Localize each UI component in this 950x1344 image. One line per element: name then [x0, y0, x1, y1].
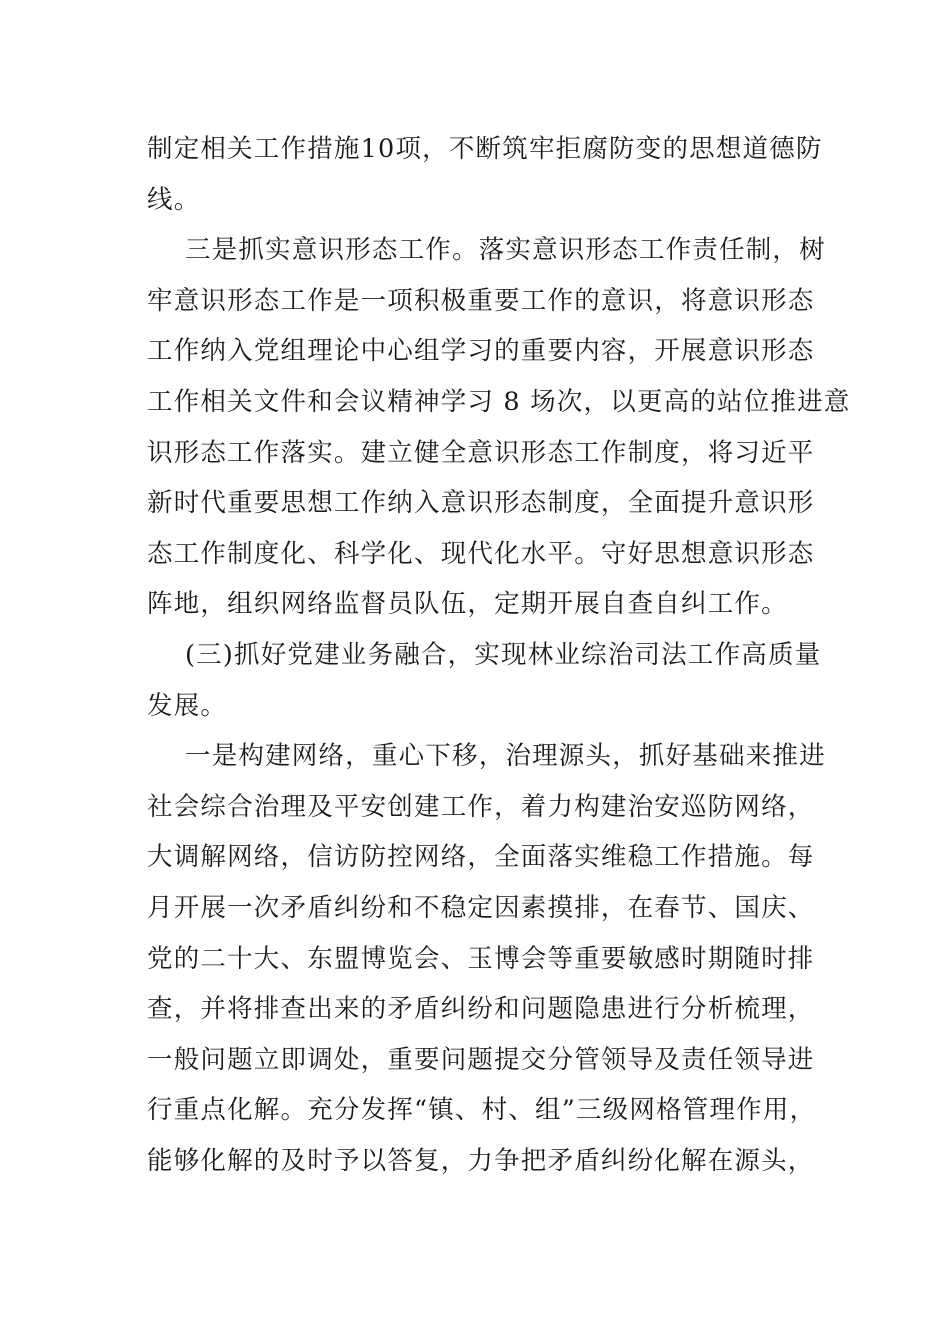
text-line: 制定相关工作措施10项，不断筑牢拒腐防变的思想道德防	[147, 134, 823, 164]
text-line: 新时代重要思想工作纳入意识形态制度，全面提升意识形	[147, 488, 815, 519]
text-line: 态工作制度化、科学化、现代化水平。守好思想意识形态	[147, 538, 815, 569]
text-line: 党的二十大、东盟博览会、玉博会等重要敏感时期随时排	[147, 943, 815, 974]
text-line: 月开展一次矛盾纠纷和不稳定因素摸排，在春节、国庆、	[147, 892, 815, 923]
section-heading-line: 发展。	[147, 690, 228, 721]
text-line: 牢意识形态工作是一项积极重要工作的意识，将意识形态	[147, 285, 815, 316]
text-line: 查，并将排查出来的矛盾纠纷和问题隐患进行分析梳理，	[147, 994, 815, 1025]
text-line: 线。	[147, 184, 201, 215]
paragraph-start-line: 三是抓实意识形态工作。落实意识形态工作责任制，树	[185, 235, 826, 266]
text-line: 工作纳入党组理论中心组学习的重要内容，开展意识形态	[147, 336, 815, 367]
paragraph-start-line: 一是构建网络，重心下移，治理源头，抓好基础来推进	[185, 741, 826, 772]
text-line: 识形态工作落实。建立健全意识形态工作制度，将习近平	[147, 437, 815, 468]
text-line: 一般问题立即调处，重要问题提交分管领导及责任领导进	[147, 1044, 815, 1075]
text-line: 大调解网络，信访防控网络，全面落实维稳工作措施。每	[147, 842, 815, 873]
text-line: 工作相关文件和会议精神学习 8 场次，以更高的站位推进意	[147, 386, 851, 417]
text-line: 能够化解的及时予以答复，力争把矛盾纠纷化解在源头，	[147, 1145, 815, 1176]
text-line: 阵地，组织网络监督员队伍，定期开展自查自纠工作。	[147, 589, 788, 620]
section-heading-line: (三)抓好党建业务融合，实现林业综治司法工作高质量	[185, 639, 822, 670]
body-text	[147, 124, 851, 1186]
text-line: 社会综合治理及平安创建工作，着力构建治安巡防网络，	[147, 791, 815, 822]
text-line: 行重点化解。充分发挥“镇、村、组”三级网格管理作用，	[147, 1095, 817, 1126]
